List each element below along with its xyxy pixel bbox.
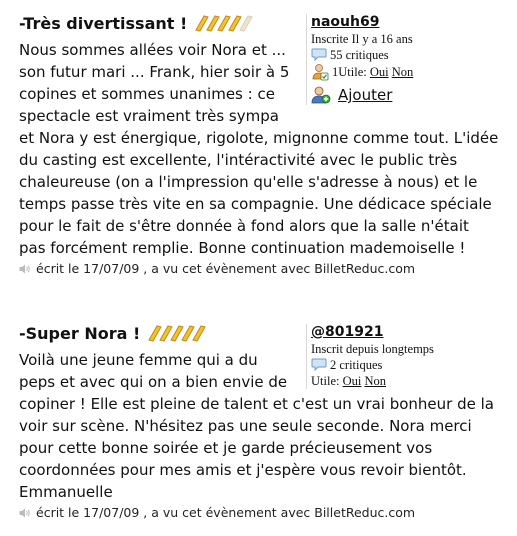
- speech-bubble-icon: [311, 48, 327, 62]
- star-icon-filled: [182, 326, 194, 341]
- critiques-count: [311, 357, 499, 373]
- reviewer-info: [306, 14, 499, 105]
- review-title-text: -Très divertissant !: [19, 14, 188, 33]
- reviewer-name-link[interactable]: @801921: [311, 324, 384, 340]
- star-icon-filled: [193, 326, 205, 341]
- speaker-icon[interactable]: [19, 508, 31, 518]
- utile-label: Utile:: [311, 374, 340, 388]
- star-icon-filled: [160, 326, 172, 341]
- review-card: [19, 12, 499, 278]
- speaker-icon[interactable]: [19, 264, 31, 274]
- utile-row: [311, 373, 499, 389]
- reviewer-name-link[interactable]: naouh69: [311, 14, 380, 30]
- review-date-text: écrit le 17/07/09 , a vu cet évènement avec BilletReduc.com: [36, 261, 416, 276]
- critiques-count: [311, 47, 499, 63]
- rating-graphic: [195, 14, 256, 32]
- speech-bubble-icon: [311, 358, 327, 372]
- rating-stars: [195, 14, 256, 39]
- critiques-label: 55 critiques: [330, 48, 389, 62]
- rating-stars: [148, 324, 209, 349]
- star-icon-empty: [240, 16, 252, 31]
- review-footer: [19, 504, 499, 522]
- review-text: Nous sommes allées voir Nora et ... son futur mari ... Frank, hier soir à 5 copines et sommes unanimes : ce spectacle est vraiment très sympa et Nora y est énergique, rigolote, mignonne comme tout. L'idée du casting est excellente, l'intéractivité avec le public très chaleureuse (on a l'impression qu'elle s'adresse à nous) et le temps passe très vite en sa compagnie. Une dédicace spéciale pour le fait de s'être donnée à fond alors que la salle n'était pas forcément remplie. Bonne continuation mademoiselle !: [19, 41, 499, 257]
- rating-graphic: [148, 324, 209, 342]
- reviewer-joined: Inscrit depuis longtemps: [311, 342, 434, 356]
- vote-no-link[interactable]: Non: [391, 65, 414, 79]
- utile-label: 1Utile:: [332, 65, 367, 79]
- critiques-label: 2 critiques: [330, 358, 383, 372]
- user-vote-icon: [311, 63, 329, 81]
- star-icon-filled: [149, 326, 161, 341]
- reviewer-joined: Inscrite Il y a 16 ans: [311, 32, 413, 46]
- reviewer-info: [306, 324, 499, 389]
- review-title-text: -Super Nora !: [19, 324, 141, 343]
- utile-row: [311, 63, 499, 81]
- vote-yes-link[interactable]: Oui: [369, 65, 389, 79]
- add-user-icon: [311, 85, 331, 105]
- review-card: [19, 322, 499, 522]
- star-icon-filled: [207, 16, 219, 31]
- review-date-text: écrit le 17/07/09 , a vu cet évènement avec BilletReduc.com: [36, 505, 416, 520]
- vote-yes-link[interactable]: Oui: [342, 374, 362, 388]
- add-friend-row[interactable]: [311, 85, 499, 105]
- review-text: Voilà une jeune femme qui a du peps et avec qui on a bien envie de copiner ! Elle est pleine de talent et c'est un vrai bonheur de la voir sur scène. N'hésitez pas une seule seconde. Nora merci pour cette bonne soirée et je garde précieusement vos coordonnées pour mes amis et j'espère vous revoir bientôt. Emmanuelle: [19, 351, 494, 501]
- star-icon-filled: [171, 326, 183, 341]
- star-icon-filled: [196, 16, 208, 31]
- review-footer: [19, 260, 499, 278]
- star-icon-filled: [229, 16, 241, 31]
- vote-no-link[interactable]: Non: [364, 374, 386, 388]
- add-friend-link[interactable]: Ajouter: [338, 86, 393, 104]
- star-icon-filled: [218, 16, 230, 31]
